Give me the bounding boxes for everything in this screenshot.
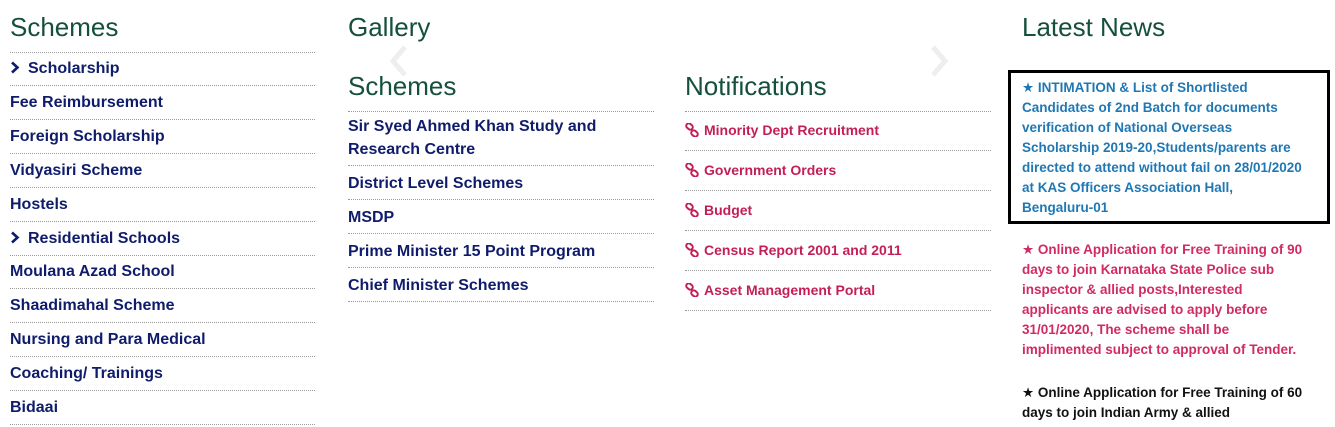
- notification-label: Budget: [704, 202, 753, 218]
- scheme-link-label: Scholarship: [28, 60, 120, 77]
- mid-scheme-label-continued: Research Centre: [348, 141, 476, 158]
- divider: [10, 255, 315, 256]
- divider: [348, 267, 654, 268]
- scheme-link-label: Vidyasiri Scheme: [10, 161, 143, 179]
- divider: [10, 356, 315, 357]
- scheme-link-coaching-trainings[interactable]: [10, 363, 163, 385]
- scheme-link-label: Residential Schools: [28, 229, 181, 247]
- news-item[interactable]: [1022, 383, 1302, 423]
- mid-scheme-label: District Level Schemes: [348, 175, 524, 192]
- gallery-next-arrow-icon[interactable]: [928, 44, 950, 83]
- star-icon: ★: [1022, 242, 1038, 257]
- link-icon: [685, 282, 704, 298]
- mid-scheme-label: Sir Syed Ahmed Khan Study and: [348, 118, 597, 135]
- scheme-link-residential-schools[interactable]: [10, 228, 180, 250]
- scheme-link-label: Nursing and Para Medical: [10, 331, 206, 349]
- divider: [10, 52, 315, 53]
- link-icon: [685, 122, 704, 138]
- notification-label: Asset Management Portal: [704, 282, 876, 298]
- scheme-link-shaadimahal-scheme[interactable]: [10, 295, 175, 317]
- news-text-line: applicants are advised to apply before: [1022, 302, 1268, 317]
- notification-link-government-orders[interactable]: [685, 162, 836, 178]
- schemes-heading: Schemes: [10, 12, 119, 42]
- news-text-line: implimented subject to approval of Tender.: [1022, 342, 1297, 357]
- scheme-link-foreign-scholarship[interactable]: [10, 126, 165, 148]
- news-text-line: inspector & allied posts,Interested: [1022, 282, 1243, 297]
- news-text-line: directed to attend without fail on 28/01/2020: [1022, 160, 1302, 175]
- mid-scheme-label: Prime Minister 15 Point Program: [348, 243, 596, 260]
- scheme-link-label: Moulana Azad School: [10, 263, 175, 281]
- news-item[interactable]: [1022, 240, 1302, 360]
- divider: [685, 230, 991, 231]
- divider: [685, 310, 991, 311]
- scheme-link-nursing-and-para-medical[interactable]: [10, 329, 206, 351]
- scheme-link-label: Fee Reimbursement: [10, 93, 163, 111]
- divider: [10, 288, 315, 289]
- news-text-line: Online Application for Free Training of 60: [1037, 385, 1303, 400]
- news-text-line: at KAS Officers Association Hall,: [1022, 180, 1234, 195]
- divider: [10, 119, 315, 120]
- divider: [10, 153, 315, 154]
- news-text-line: INTIMATION & List of Shortlisted: [1037, 80, 1248, 95]
- divider: [685, 190, 991, 191]
- notification-link-minority-dept-recruitment[interactable]: [685, 122, 879, 138]
- divider: [685, 150, 991, 151]
- gallery-heading: Gallery: [348, 12, 431, 42]
- link-icon: [685, 202, 704, 218]
- divider: [348, 301, 654, 302]
- link-icon: [685, 242, 704, 258]
- mid-scheme-link-prime-minister-15-point-program[interactable]: [348, 241, 595, 263]
- scheme-link-scholarship[interactable]: [10, 58, 120, 80]
- news-text-line: Bengaluru-01: [1022, 200, 1109, 215]
- divider: [685, 270, 991, 271]
- notification-link-census-report-2001-and-2011[interactable]: [685, 242, 902, 258]
- notification-link-budget[interactable]: [685, 202, 752, 218]
- notification-label: Minority Dept Recruitment: [704, 122, 880, 138]
- scheme-link-label: Bidaai: [10, 399, 59, 416]
- scheme-link-label: Shaadimahal Scheme: [10, 297, 175, 315]
- star-icon: ★: [1022, 80, 1038, 95]
- scheme-link-label: Foreign Scholarship: [10, 127, 165, 145]
- news-text-line: days to join Indian Army & allied: [1022, 405, 1231, 420]
- divider: [348, 199, 654, 200]
- news-text-line: Online Application for Free Training of 90: [1037, 242, 1303, 257]
- scheme-link-fee-reimbursement[interactable]: [10, 92, 163, 114]
- divider: [10, 221, 315, 222]
- mid-scheme-link-sir-syed-ahmed-khan-study-and[interactable]: [348, 116, 596, 161]
- scheme-link-vidyasiri-scheme[interactable]: [10, 160, 142, 182]
- schemes-mid-heading: Schemes: [348, 71, 457, 101]
- divider: [10, 85, 315, 86]
- news-text-line: 31/01/2020, The scheme shall be: [1022, 322, 1230, 337]
- chevron-right-icon: [10, 228, 28, 250]
- mid-scheme-link-chief-minister-schemes[interactable]: [348, 275, 529, 297]
- divider: [348, 233, 654, 234]
- divider: [10, 424, 315, 425]
- chevron-right-icon: [10, 58, 28, 80]
- scheme-link-label: Hostels: [10, 195, 68, 213]
- divider: [10, 390, 315, 391]
- divider: [685, 111, 991, 112]
- mid-scheme-label: MSDP: [348, 209, 395, 226]
- scheme-link-moulana-azad-school[interactable]: [10, 261, 175, 283]
- divider: [10, 322, 315, 323]
- scheme-link-hostels[interactable]: [10, 194, 68, 216]
- divider: [348, 111, 654, 112]
- notification-label: Census Report 2001 and 2011: [704, 242, 902, 258]
- notification-label: Government Orders: [704, 162, 837, 178]
- star-icon: ★: [1022, 385, 1038, 400]
- notifications-heading: Notifications: [685, 71, 827, 101]
- news-item[interactable]: [1022, 78, 1302, 218]
- notification-link-asset-management-portal[interactable]: [685, 282, 875, 298]
- divider: [348, 165, 654, 166]
- news-text-line: verification of National Overseas: [1022, 120, 1233, 135]
- divider: [10, 187, 315, 188]
- news-text-line: Candidates of 2nd Batch for documents: [1022, 100, 1278, 115]
- mid-scheme-link-district-level-schemes[interactable]: [348, 173, 523, 195]
- mid-scheme-link-msdp[interactable]: [348, 207, 394, 229]
- link-icon: [685, 162, 704, 178]
- latest-news-heading: Latest News: [1022, 12, 1166, 42]
- mid-scheme-label: Chief Minister Schemes: [348, 277, 529, 294]
- scheme-link-label: Coaching/ Trainings: [10, 365, 163, 383]
- news-text-line: Scholarship 2019-20,Students/parents are: [1022, 140, 1291, 155]
- scheme-link-bidaai[interactable]: [10, 397, 58, 419]
- news-text-line: days to join Karnataka State Police sub: [1022, 262, 1275, 277]
